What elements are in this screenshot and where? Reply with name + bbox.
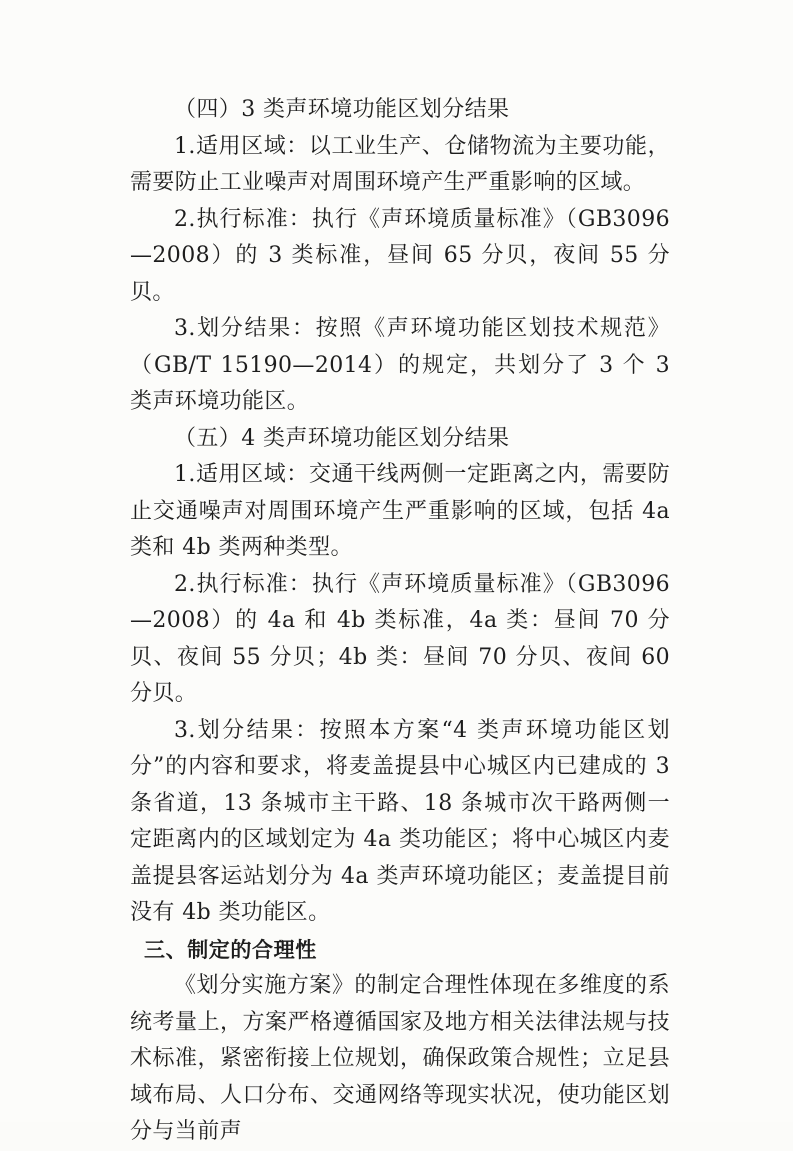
document-body	[130, 92, 670, 1151]
section3-heading: 三、制定的合理性	[144, 937, 317, 962]
section5-paragraph-result: 3.划分结果：按照本方案“4 类声环境功能区划分”的内容和要求，将麦盖提县中心城区内已建成的 3 条省道，13 条城市主干路、18 条城市次干路两侧一定距离内的区域划定为 4a 类功能区；将中心城区内麦盖提县客运站划分为 4a 类声环境功能区；麦盖提目前没有 4b 类功能区。	[130, 717, 670, 925]
section5-paragraph-scope: 1.适用区域：交通干线两侧一定距离之内，需要防止交通噪声对周围环境产生严重影响的区域，包括 4a 类和 4b 类两种类型。	[130, 462, 670, 560]
section4-paragraph-standard: 2.执行标准：执行《声环境质量标准》（GB3096—2008）的 3 类标准，昼间 65 分贝，夜间 55 分贝。	[130, 206, 670, 305]
section4-paragraph-result: 3.划分结果：按照《声环境功能区划技术规范》（GB/T 15190—2014）的规定，共划分了 3 个 3 类声环境功能区。	[130, 316, 670, 414]
section3-paragraph: 《划分实施方案》的制定合理性体现在多维度的系统考量上，方案严格遵循国家及地方相关法律法规与技术标准，紧密衔接上位规划，确保政策合规性；立足县域布局、人口分布、交通网络等现实状况，使功能区划分与当前声	[130, 973, 670, 1144]
section4-heading: （四）3 类声环境功能区划分结果	[174, 97, 510, 122]
section5-heading: （五）4 类声环境功能区划分结果	[174, 425, 510, 451]
section4-paragraph-scope: 1.适用区域：以工业生产、仓储物流为主要功能，需要防止工业噪声对周围环境产生严重影响的区域。	[130, 133, 670, 195]
section5-paragraph-standard: 2.执行标准：执行《声环境质量标准》（GB3096—2008）的 4a 和 4b 类标准，4a 类：昼间 70 分贝、夜间 55 分贝；4b 类：昼间 70 分贝、夜间 60 分贝。	[130, 571, 670, 706]
